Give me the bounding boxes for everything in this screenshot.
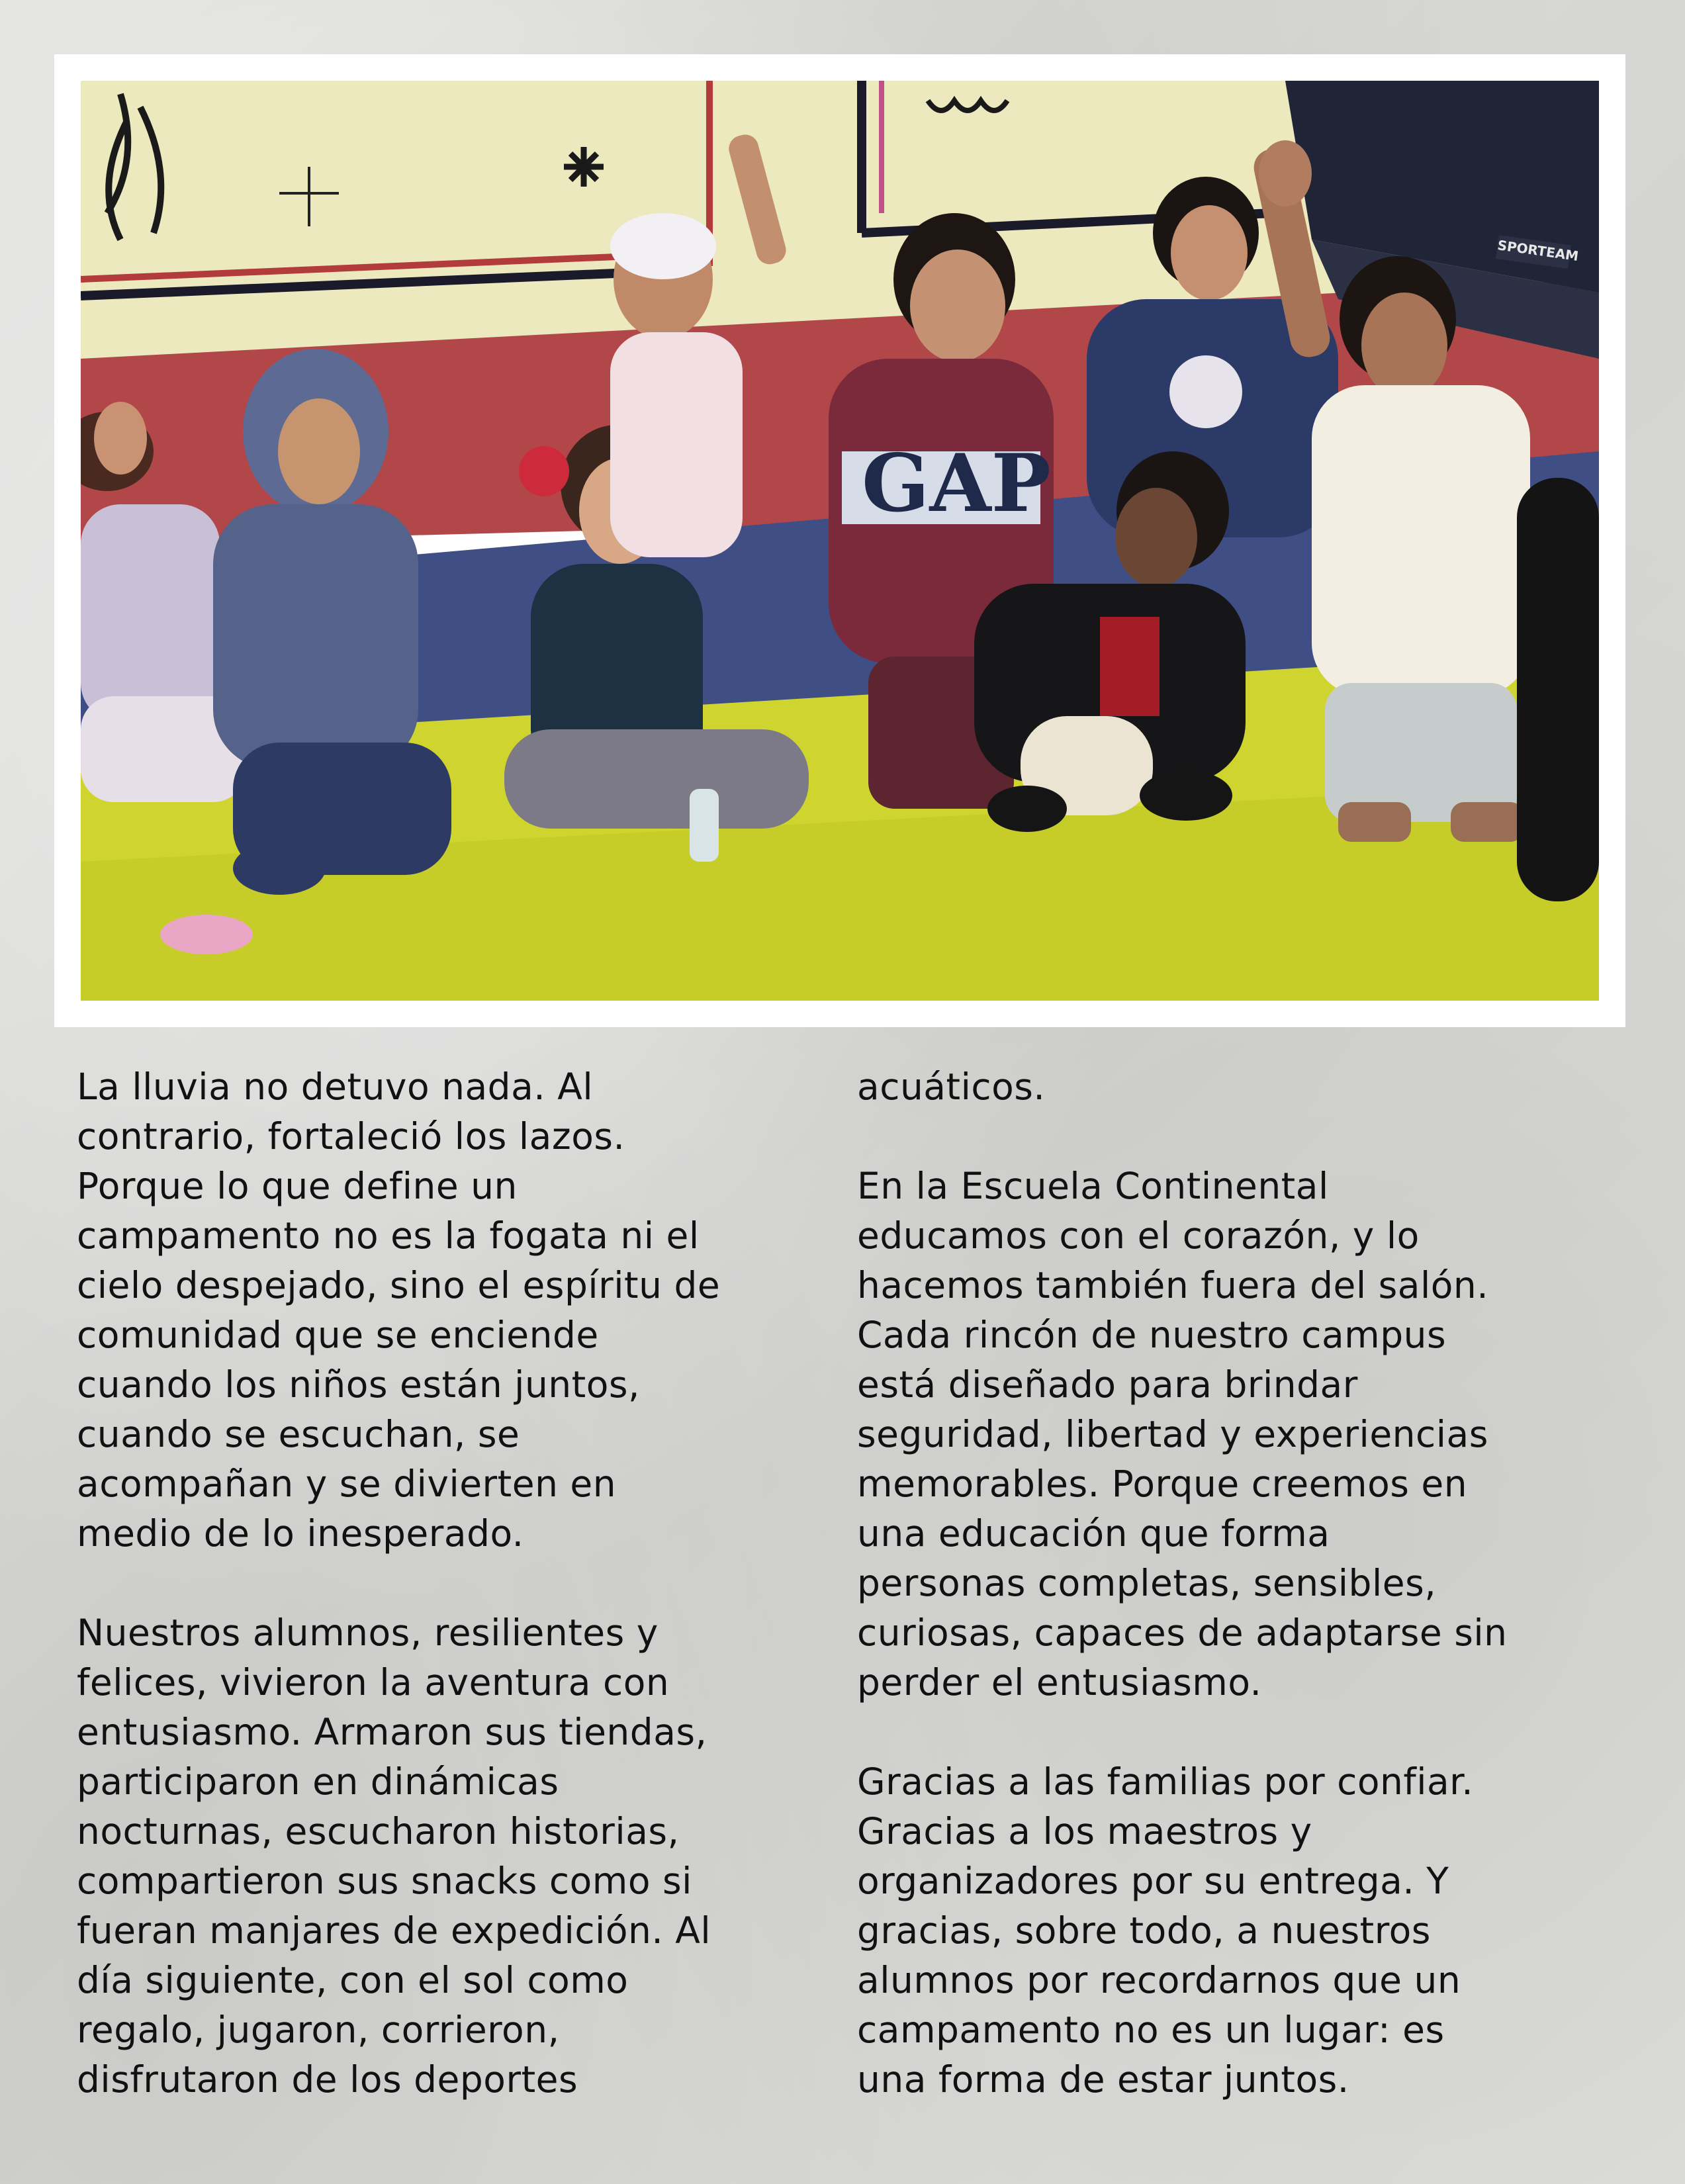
- group-photo-children: [81, 81, 1599, 1001]
- mattress-brand-text: SPORTEAM: [1496, 237, 1580, 265]
- paragraph-students: Nuestros alumnos, resilientes y felices, vivieron la aventura con entusiasmo. Armaron sus tiendas, participaron en dinámicas nocturnas, escucharon historias, compartieron sus snacks como si fueran manjares de expedición. Al día siguiente, con el sol como regalo, jugaron, corrieron, disfrutaron de los deportes: [77, 1612, 711, 2101]
- paragraph-thanks: Gracias a las familias por confiar. Gracias a los maestros y organizadores por su entrega. Y gracias, sobre todo, a nuestros alumnos por recordarnos que un campamento no es un lugar: es una forma de estar juntos.: [857, 1760, 1474, 2101]
- paragraph-school: En la Escuela Continental educamos con el corazón, y lo hacemos también fuera del salón. Cada rincón de nuestro campus está diseñado para brindar seguridad, libertad y experiencias memorables. Porque creemos en una educación que forma personas completas, sensibles, curiosas, capaces de adaptarse sin perder el entusiasmo.: [857, 1165, 1508, 1704]
- article-column-right: [857, 1062, 1605, 2105]
- paragraph-rain: La lluvia no detuvo nada. Al contrario, fortaleció los lazos. Porque lo que define un campamento no es la fogata ni el cielo despejado, sino el espíritu de comunidad que se enciende cuando los niños están juntos, cuando se escuchan, se acompañan y se divierten en medio de lo inesperado.: [77, 1066, 721, 1555]
- photo-illustration: [81, 81, 1599, 1001]
- gap-shirt-text: GAP: [862, 437, 1051, 530]
- article-column-left: [77, 1062, 825, 2105]
- paragraph-continuation: acuáticos.: [857, 1066, 1046, 1108]
- photo-frame: [54, 54, 1625, 1027]
